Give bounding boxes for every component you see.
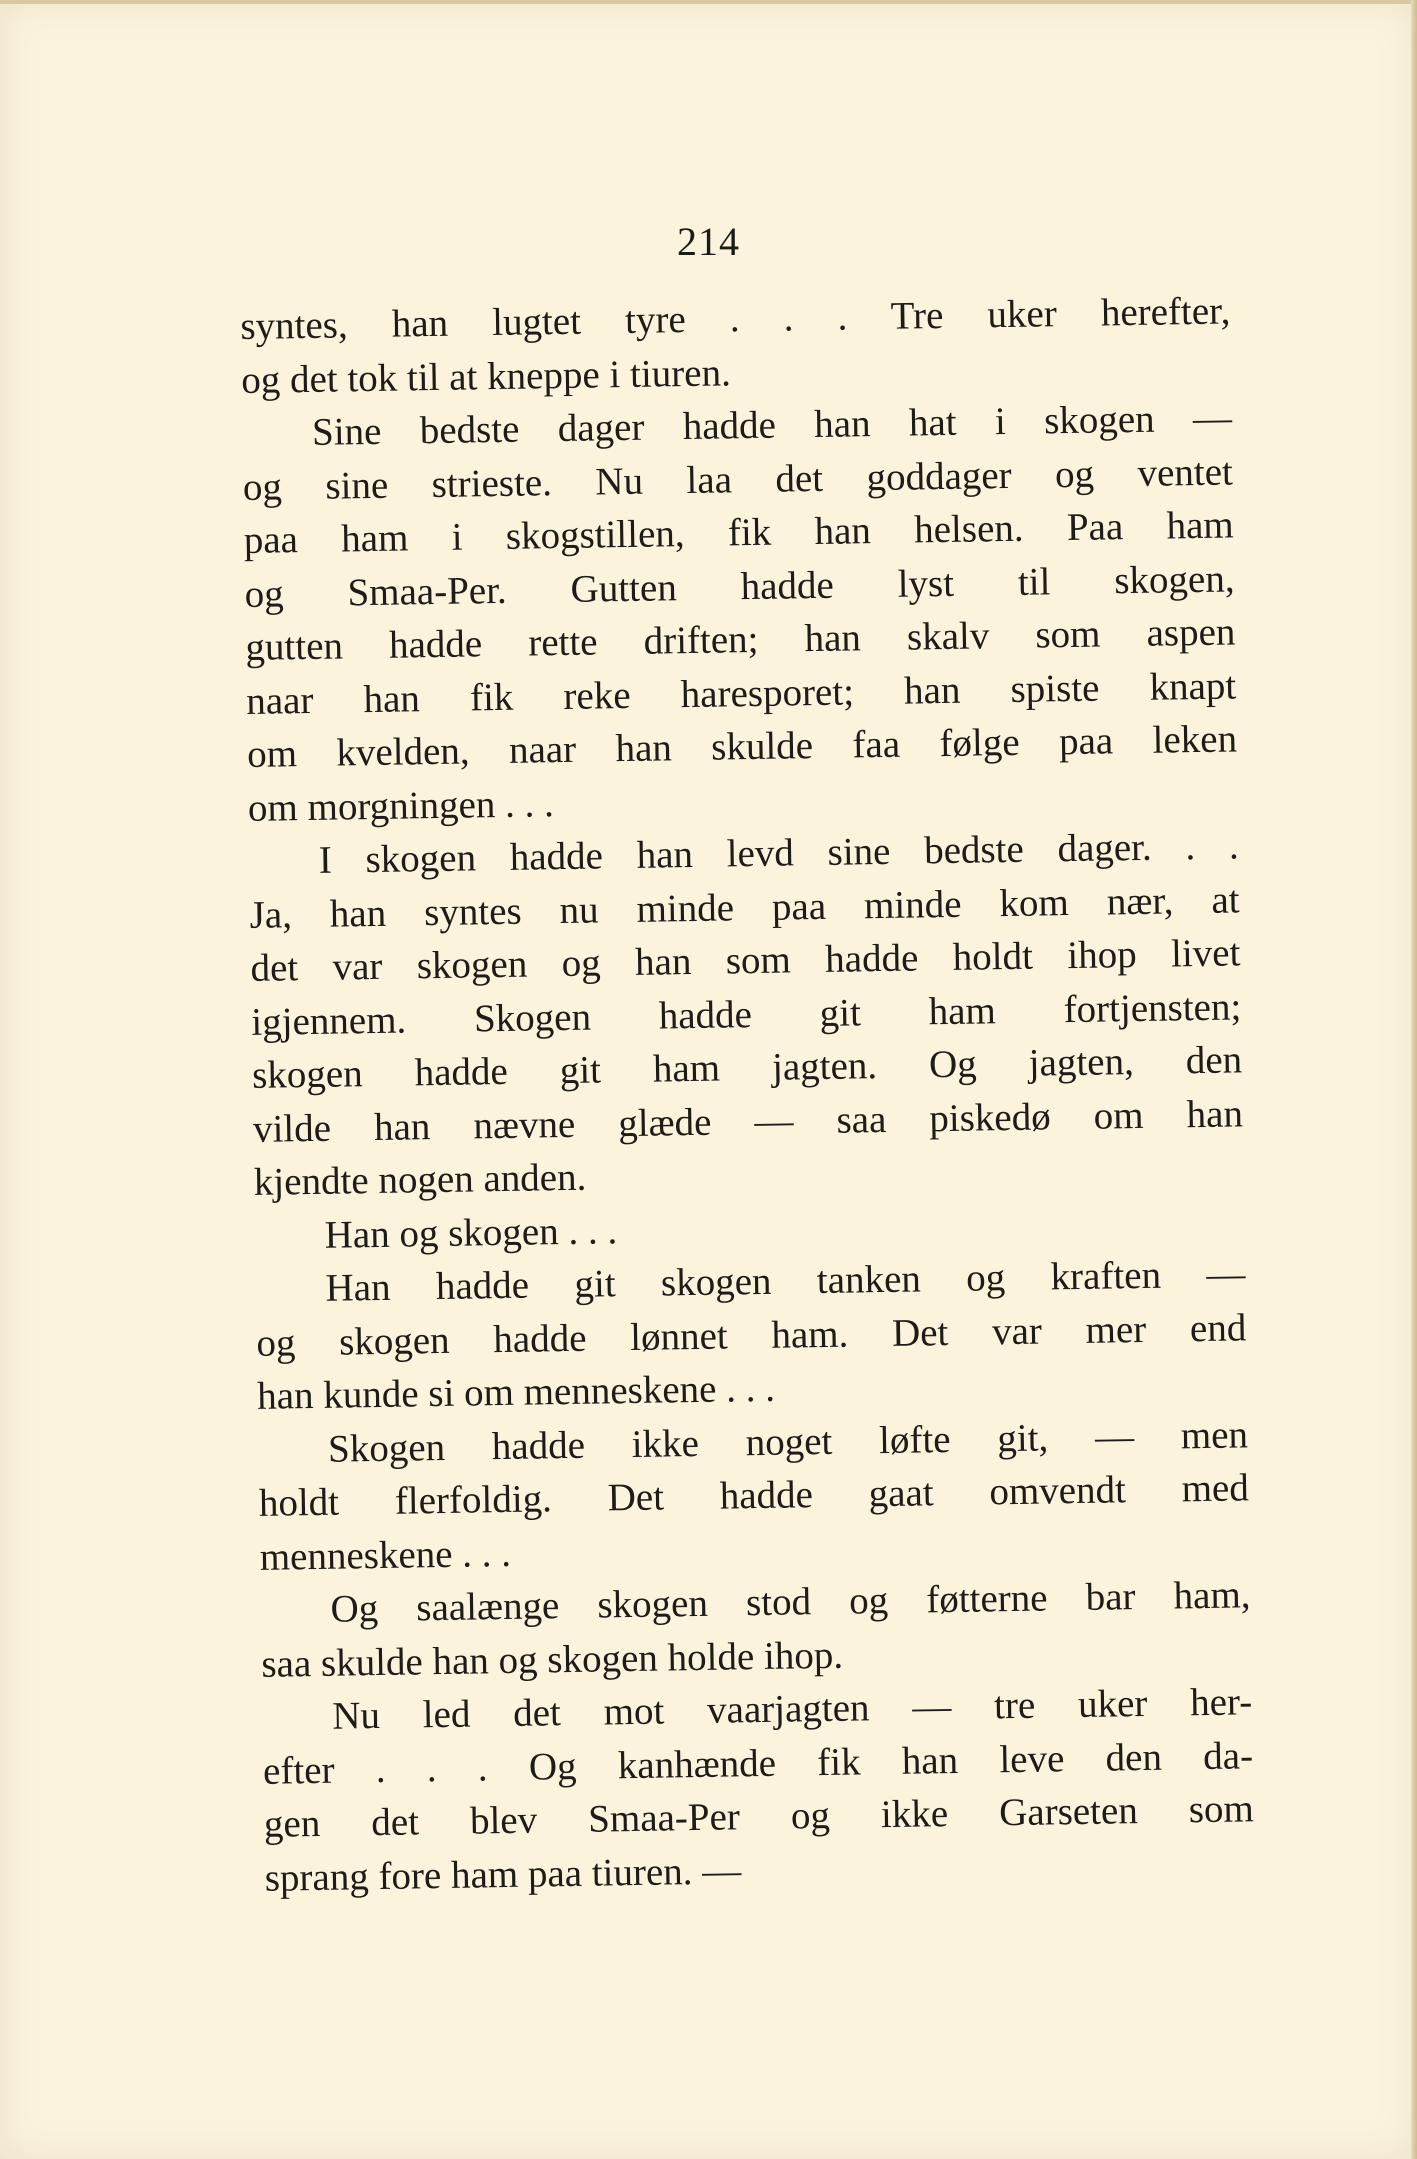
text-line: skogen hadde git ham jagten. Og jagten, den — [251, 1038, 1243, 1097]
text-line: I skogen hadde han levd sine bedste dager. . . — [318, 824, 1240, 882]
body-text — [240, 284, 1255, 1904]
text-line: sprang fore ham paa tiuren. — — [264, 1848, 742, 1900]
text-line: Ja, han syntes nu minde paa minde kom nær, at — [249, 877, 1240, 937]
text-line: Han hadde git skogen tanken og kraften — — [325, 1252, 1246, 1310]
text-line: efter . . . Og kanhænde fik han leve den da- — [262, 1733, 1254, 1793]
text-line: gutten hadde rette driften; han skalv som aspen — [245, 610, 1236, 669]
text-line: syntes, han lugtet tyre . . . Tre uker herefter, — [240, 289, 1231, 348]
text-line: om morgningen . . . — [247, 781, 555, 830]
text-line: kjendte nogen anden. — [253, 1155, 587, 1204]
text-line: og skogen hadde lønnet ham. Det var mer end — [256, 1305, 1247, 1365]
text-line: holdt flerfoldig. Det hadde gaat omvendt med — [258, 1466, 1250, 1525]
text-line: Nu led det mot vaarjagten — tre uker her- — [331, 1680, 1253, 1738]
text-line: Og saalænge skogen stod og føtterne bar ham, — [330, 1573, 1251, 1631]
page-number: 214 — [677, 219, 740, 264]
text-line: Sine bedste dager hadde han hat i skogen — — [311, 396, 1233, 454]
text-line: menneskene . . . — [259, 1531, 512, 1579]
text-line: Han og skogen . . . — [324, 1208, 618, 1257]
text-line: og Smaa-Per. Gutten hadde lyst til skogen, — [244, 556, 1235, 616]
text-line: vilde han nævne glæde — saa piskedø om han — [252, 1091, 1244, 1151]
text-line: saa skulde han og skogen holde ihop. — [261, 1633, 844, 1686]
text-line: gen det blev Smaa-Per og ikke Garseten som — [263, 1787, 1255, 1846]
text-line: og det tok til at kneppe i tiuren. — [240, 350, 732, 402]
text-line: om kvelden, naar han skulde faa følge paa leken — [246, 717, 1238, 776]
text-line: og sine strieste. Nu laa det goddager og ventet — [242, 449, 1234, 509]
text-line: naar han fik reke haresporet; han spiste knapt — [245, 663, 1237, 723]
text-line: Skogen hadde ikke noget løfte git, — men — [327, 1412, 1249, 1471]
text-line: igjennem. Skogen hadde git ham fortjensten; — [251, 984, 1242, 1044]
page-top-edge — [0, 0, 1417, 4]
text-line: det var skogen og han som hadde holdt ihop livet — [250, 931, 1241, 990]
page-right-edge — [1411, 0, 1417, 2159]
text-line: han kunde si om menneskene . . . — [256, 1366, 776, 1418]
text-line: paa ham i skogstillen, fik han helsen. Paa ham — [243, 503, 1234, 562]
